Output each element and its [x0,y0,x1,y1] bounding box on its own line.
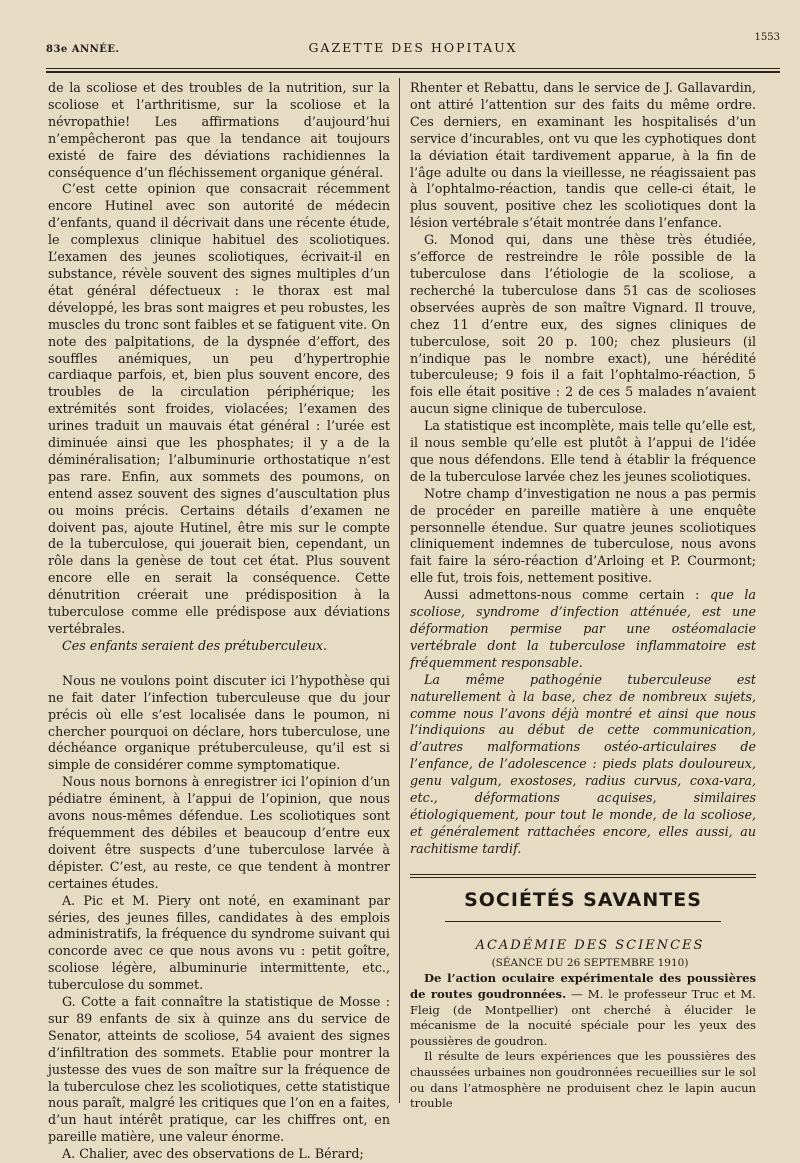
section-title-rule [445,921,722,922]
section-separator [410,874,756,875]
right-column [410,80,756,1112]
journal-title: GAZETTE DES HOPITAUX [308,40,518,55]
paragraph-conclusion [410,587,756,672]
paragraph: C’est cette opinion que consacrait récemment encore Hutinel avec son autorité de médecin d’enfants, quand il décrivait dans une récente étude, le complexus clinique habituel des scoliotiques. L’examen des jeunes scoliotiques, écrivait-il en substance, révèle souvent des signes multiples d’un état général défectueux : le thorax est mal développé, les bras sont maigres et peu robustes, les muscles du tronc sont faibles et se fatiguent vite. On note des palpitations, de la dyspnée d’effort, des souffles anémiques, un peu d’hypertrophie cardiaque parfois, et, bien plus souvent encore, des troubles de la circulation périphérique; les extrémités sont froides, violacées; l’examen des urines traduit un mauvais état général : l’urée est diminuée ainsi que les phosphates; il y a de la déminéralisation; l’albuminurie orthostatique n’est pas rare. Enfin, aux sommets des poumons, on entend assez souvent des signes d’auscultation plus ou moins précis. Certains détails d’examen ne doivent pas, ajoute Hutinel, être mis sur le compte de la tuberculose, qui jouerait bien, cependant, un rôle dans la genèse de tout cet état. Plus souvent encore elle en serait la conséquence. Cette dénutrition créerait une prédisposition à la tuberculose comme elle prédispose aux déviations vertébrales. [48,181,390,636]
paragraph-italic: La même pathogénie tuberculeuse est naturellement à la base, chez de nombreux sujets, comme nous l’avons déjà montré et ainsi que nous l’indiquions au début de cette communication, d’autres malformations ostéo-articulaires de l’enfance, de l’adolescence : pieds plats douloureux, genu valgum, exostoses, radius curvus, coxa-vara, etc., déformations acquises, similaires étiologiquement, pour tout le monde, de la scoliose, et généralement rattachées encore, elles aussi, au rachitisme tardif. [410,671,756,856]
news-paragraph: Il résulte de leurs expériences que les poussières des chaussées urbaines non goudronnées recueillies sur le sol ou dans l’atmosphère ne produisent chez le lapin aucun trouble [410,1049,756,1111]
header-rule-top [46,68,780,69]
paragraph-italic: Ces enfants seraient des prétuberculeux. [62,637,328,653]
column-divider [399,78,400,1103]
page-header [46,32,780,58]
paragraph: G. Monod qui, dans une thèse très étudiée, s’efforce de restreindre le rôle possible de la tuberculose dans l’étiologie de la scoliose, a recherché la tuberculose dans 51 cas de scolioses observées auprès de son maître Vignard. Il trouve, chez 11 d’entre eux, des signes cliniques de tuberculose, soit 20 p. 100; chez plusieurs (il n’indique pas le nombre exact), une hérédité tuberculeuse; 9 fois il a fait l’ophtalmo-réaction, 5 fois elle était positive : 2 de ces 5 malades n’avaient aucun signe clinique de tuberculose. [410,232,756,417]
conclusion-lead: Aussi admettons-nous comme certain : [424,587,710,603]
paragraph: Nous ne voulons point discuter ici l’hypothèse qui ne fait dater l’infection tuberculeuse que du jour précis où elle s’est localisée dans le poumon, ni chercher pourquoi on déclare, hors tuberculose, une déchéance organique prétuberculeuse, qu’il est si simple de considérer comme symptomatique. [48,672,390,773]
news-paragraph [410,971,756,1049]
news-item [410,971,756,1111]
paragraph: Nous nous bornons à enregistrer ici l’opinion d’un pédiatre éminent, à l’appui de l’opinion, que nous avons nous-mêmes défendue. Les scoliotiques sont fréquemment des débiles et beaucoup d’entre eux doivent être suspects d’une tuberculose larvée à dépister. C’est, au reste, ce que tendent à montrer certaines études. [48,774,390,891]
section-separator [410,877,756,878]
paragraph: La statistique est incomplète, mais telle qu’elle est, il nous semble qu’elle est plutôt à l’appui de l’idée que nous défendons. Elle tend à établir la fréquence de la tuberculose larvée chez les jeunes scoliotiques. [410,418,756,484]
news-item-title: De l’action oculaire expérimentale des poussières de routes goudronnées. [410,971,756,1001]
conclusion-italic: que la scoliose, syndrome d’infection atténuée, est une déformation permise par une ostéomalacie vertébrale dont la tuberculose inflammatoire est fréquemment responsable. [410,587,756,670]
paragraph: A. Pic et M. Piery ont noté, en examinant par séries, des jeunes filles, candidates à des emplois administratifs, la fréquence du syndrome suivant qui concorde avec ce que nous avons vu : petit goître, scoliose légère, albuminurie intermittente, etc., tuberculose du sommet. [48,892,390,993]
academy-heading: ACADÉMIE DES SCIENCES [475,937,705,953]
paragraph: A. Chalier, avec des observations de L. Bérard; [62,1146,364,1162]
paragraph: G. Cotte a fait connaître la statistique de Mosse : sur 89 enfants de six à quinze ans du service de Senator, atteints de scoliose, 54 avaient des signes d’infiltration des sommets. Etablie pour montrer la justesse des vues de son maître sur la fréquence de la tuberculose chez les scoliotiques, cette statistique nous paraît, malgré les critiques que l’on en a faites, d’un haut intérêt pratique, car les chiffres ont, en pareille matière, une valeur énorme. [48,994,390,1145]
year-label: 83e ANNÉE. [46,44,120,55]
paragraph: Rhenter et Rebattu, dans le service de J. Gallavardin, ont attiré l’attention sur des faits du même ordre. Ces derniers, en examinant les hospitalisés d’un service d’incurables, ont vu que les cyphotiques dont la déviation était tardivement apparue, à la fin de l’âge adulte ou dans la vieillesse, ne réagissaient pas à l’ophtalmo-réaction, tandis que celle-ci était, le plus souvent, positive chez les scoliotiques dont la lésion vertébrale s’était montrée dans l’enfance. [410,80,756,231]
news-item-body: — M. le professeur Truc et M. Fleig (de Montpellier) ont cherché à élucider le mécanisme de la nocuité spéciale pour les yeux des poussières de goudron. [410,987,756,1048]
paragraph: de la scoliose et des troubles de la nutrition, sur la scoliose et l’arthritisme, sur la scoliose et la névropathie! Les affirmations d’aujourd’hui n’empêcheront pas que la tendance ait toujours existé de faire des déviations rachidiennes la conséquence d’un fléchissement organique général. [48,80,390,180]
page-number: 1553 [754,32,780,43]
section-title: SOCIÉTÉS SAVANTES [464,888,702,911]
header-rule-bottom [46,71,780,73]
paragraph: Notre champ d’investigation ne nous a pas permis de procéder en pareille matière à une enquête personnelle étendue. Sur quatre jeunes scoliotiques cliniquement indemnes de tuberculose, nous avons fait faire la séro-réaction d’Arloing et P. Courmont; elle fut, trois fois, nettement positive. [410,485,756,586]
left-column [48,80,390,1163]
seance-date: (SÉANCE DU 26 SEPTEMBRE 1910) [491,956,689,969]
